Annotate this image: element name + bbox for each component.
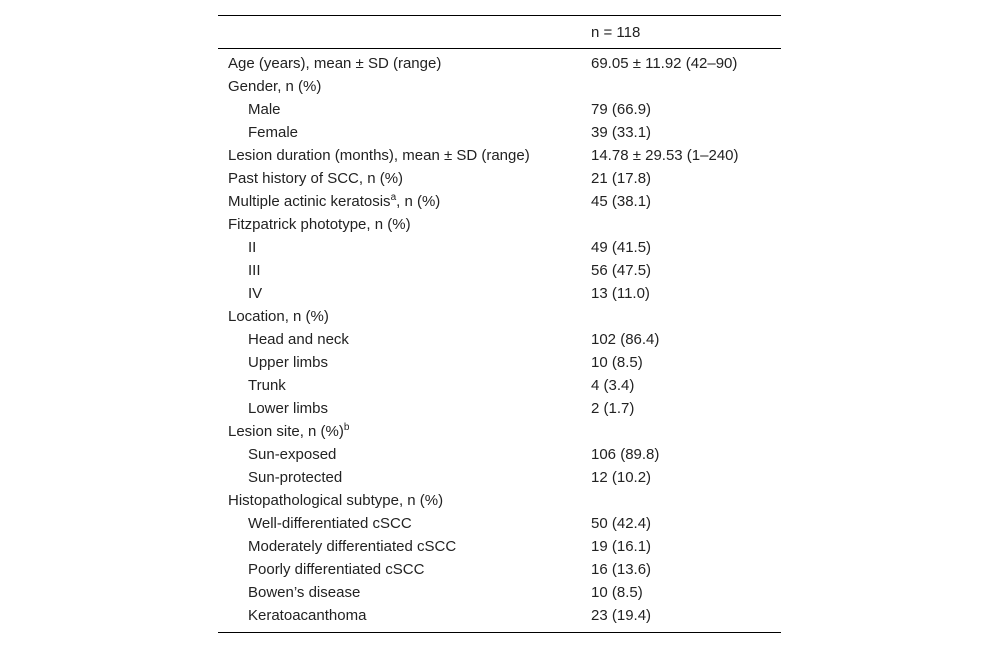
row-value: 21 (17.8)	[591, 170, 652, 187]
row-phototype-iii	[218, 259, 781, 282]
row-value: 102 (86.4)	[591, 331, 660, 348]
row-label	[228, 420, 349, 443]
row-age	[218, 52, 781, 75]
row-value: 39 (33.1)	[591, 124, 652, 141]
row-label-text: Multiple actinic keratosis	[228, 193, 391, 210]
row-label: Trunk	[248, 377, 286, 394]
row-value: 106 (89.8)	[591, 446, 660, 463]
row-label: Gender, n (%)	[228, 78, 322, 95]
row-value: 23 (19.4)	[591, 607, 652, 624]
row-label: Bowen’s disease	[248, 584, 361, 601]
row-female	[218, 121, 781, 144]
row-label: Lesion duration (months), mean ± SD (range)	[228, 147, 530, 164]
row-label: Sun-protected	[248, 469, 343, 486]
row-label: Well-differentiated cSCC	[248, 515, 412, 532]
row-fitzpatrick-phototype	[218, 213, 781, 236]
characteristics-table	[218, 15, 781, 633]
row-moderately-differentiated	[218, 535, 781, 558]
row-past-history-scc	[218, 167, 781, 190]
row-sun-protected	[218, 466, 781, 489]
row-label: Histopathological subtype, n (%)	[228, 492, 444, 509]
row-phototype-iv	[218, 282, 781, 305]
row-value: 10 (8.5)	[591, 354, 643, 371]
row-value: 2 (1.7)	[591, 400, 635, 417]
row-gender	[218, 75, 781, 98]
row-poorly-differentiated	[218, 558, 781, 581]
row-lesion-site	[218, 420, 781, 443]
row-bowens-disease	[218, 581, 781, 604]
row-label-text: Lesion site, n (%)	[228, 423, 344, 440]
row-phototype-ii	[218, 236, 781, 259]
table-header-row	[218, 16, 781, 48]
row-value: 19 (16.1)	[591, 538, 652, 555]
table-body	[218, 49, 781, 632]
row-histopathological-subtype	[218, 489, 781, 512]
row-head-and-neck	[218, 328, 781, 351]
row-value: 14.78 ± 29.53 (1–240)	[591, 147, 739, 164]
row-well-differentiated	[218, 512, 781, 535]
row-label-suffix: , n (%)	[396, 193, 441, 210]
row-lower-limbs	[218, 397, 781, 420]
row-value: 10 (8.5)	[591, 584, 643, 601]
row-value: 50 (42.4)	[591, 515, 652, 532]
row-keratoacanthoma	[218, 604, 781, 627]
row-label: Head and neck	[248, 331, 349, 348]
row-trunk	[218, 374, 781, 397]
row-value: 69.05 ± 11.92 (42–90)	[591, 55, 738, 72]
row-multiple-actinic-keratosis	[218, 190, 781, 213]
row-value: 79 (66.9)	[591, 101, 652, 118]
row-label: Moderately differentiated cSCC	[248, 538, 457, 555]
row-label: Female	[248, 124, 299, 141]
row-lesion-duration	[218, 144, 781, 167]
row-label: Sun-exposed	[248, 446, 337, 463]
row-value: 13 (11.0)	[591, 285, 650, 302]
table-bottom-rule	[218, 632, 781, 633]
header-sample-size: n = 118	[591, 24, 641, 41]
row-upper-limbs	[218, 351, 781, 374]
row-location	[218, 305, 781, 328]
footnote-marker: b	[343, 422, 350, 433]
row-label: Past history of SCC, n (%)	[228, 170, 404, 187]
row-value: 49 (41.5)	[591, 239, 652, 256]
row-value: 12 (10.2)	[591, 469, 652, 486]
row-label: Age (years), mean ± SD (range)	[228, 55, 442, 72]
row-value: 45 (38.1)	[591, 193, 652, 210]
row-sun-exposed	[218, 443, 781, 466]
row-label: Poorly differentiated cSCC	[248, 561, 425, 578]
row-label: Keratoacanthoma	[248, 607, 367, 624]
row-male	[218, 98, 781, 121]
row-label: IV	[248, 285, 263, 302]
footnote-marker: a	[390, 192, 397, 203]
row-label: Lower limbs	[248, 400, 329, 417]
row-label: Male	[248, 101, 281, 118]
row-value: 16 (13.6)	[591, 561, 652, 578]
row-label: III	[248, 262, 261, 279]
row-label: Fitzpatrick phototype, n (%)	[228, 216, 411, 233]
row-label: II	[248, 239, 257, 256]
row-label: Upper limbs	[248, 354, 329, 371]
row-label	[228, 190, 440, 213]
row-label: Location, n (%)	[228, 308, 329, 325]
row-value: 4 (3.4)	[591, 377, 635, 394]
row-value: 56 (47.5)	[591, 262, 652, 279]
